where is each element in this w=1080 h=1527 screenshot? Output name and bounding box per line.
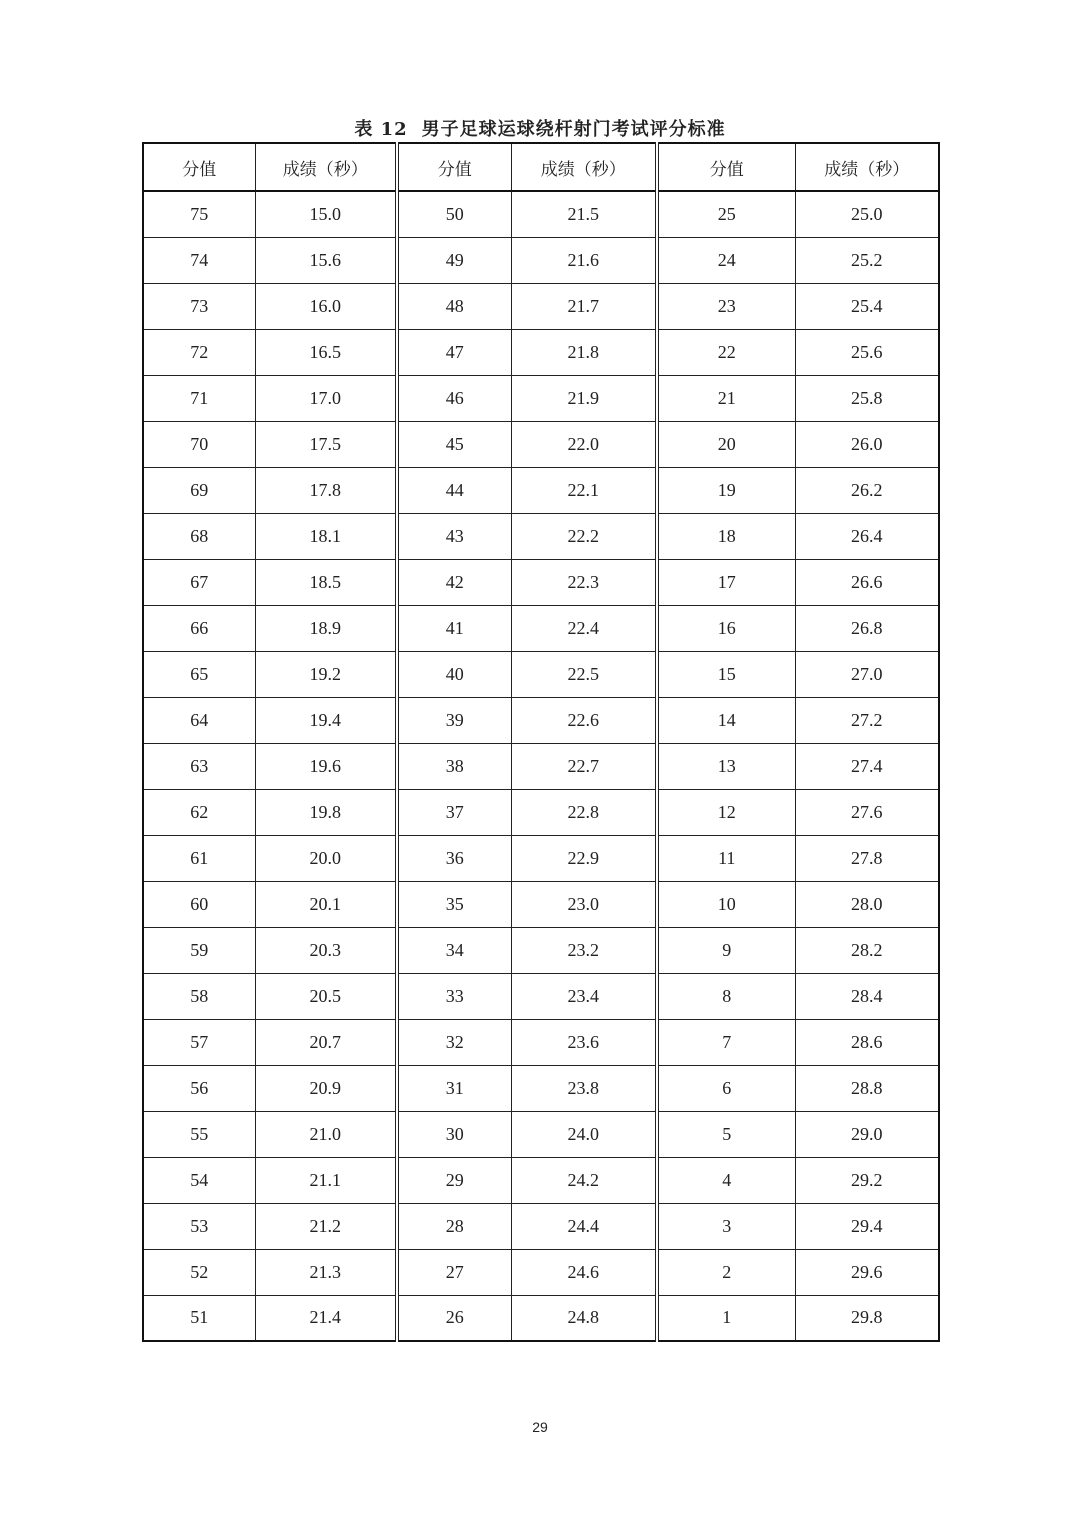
score-cell: 19 (657, 467, 795, 513)
table-number: 表 12 (354, 119, 408, 140)
time-cell: 26.6 (795, 559, 939, 605)
time-cell: 22.6 (511, 697, 657, 743)
time-cell: 21.7 (511, 283, 657, 329)
score-cell: 50 (397, 191, 511, 237)
table-row (143, 789, 939, 835)
score-cell: 74 (143, 237, 255, 283)
score-cell: 13 (657, 743, 795, 789)
time-cell: 19.8 (255, 789, 397, 835)
time-cell: 20.1 (255, 881, 397, 927)
table-row (143, 191, 939, 237)
score-cell: 52 (143, 1249, 255, 1295)
score-cell: 54 (143, 1157, 255, 1203)
time-cell: 20.0 (255, 835, 397, 881)
table-row (143, 421, 939, 467)
score-cell: 17 (657, 559, 795, 605)
time-cell: 29.2 (795, 1157, 939, 1203)
time-cell: 27.6 (795, 789, 939, 835)
time-cell: 24.6 (511, 1249, 657, 1295)
time-cell: 29.6 (795, 1249, 939, 1295)
time-cell: 22.8 (511, 789, 657, 835)
time-cell: 21.3 (255, 1249, 397, 1295)
table-row (143, 513, 939, 559)
time-cell: 22.5 (511, 651, 657, 697)
time-cell: 29.8 (795, 1295, 939, 1341)
time-cell: 21.0 (255, 1111, 397, 1157)
table-row (143, 1249, 939, 1295)
header-score-2: 分值 (397, 143, 511, 191)
time-cell: 28.8 (795, 1065, 939, 1111)
table-row (143, 743, 939, 789)
time-cell: 21.2 (255, 1203, 397, 1249)
time-cell: 20.7 (255, 1019, 397, 1065)
table-row (143, 283, 939, 329)
score-cell: 73 (143, 283, 255, 329)
time-cell: 22.4 (511, 605, 657, 651)
table-row (143, 1157, 939, 1203)
score-cell: 18 (657, 513, 795, 559)
table-row (143, 1019, 939, 1065)
score-cell: 33 (397, 973, 511, 1019)
table-caption (0, 115, 1080, 141)
table-row (143, 1203, 939, 1249)
time-cell: 27.4 (795, 743, 939, 789)
time-cell: 24.8 (511, 1295, 657, 1341)
score-cell: 70 (143, 421, 255, 467)
time-cell: 18.9 (255, 605, 397, 651)
time-cell: 28.2 (795, 927, 939, 973)
score-cell: 20 (657, 421, 795, 467)
score-cell: 71 (143, 375, 255, 421)
table-title: 男子足球运球绕杆射门考试评分标准 (421, 119, 726, 140)
time-cell: 24.0 (511, 1111, 657, 1157)
header-score-3: 分值 (657, 143, 795, 191)
scoring-table (142, 142, 940, 1342)
score-cell: 57 (143, 1019, 255, 1065)
score-cell: 26 (397, 1295, 511, 1341)
score-cell: 4 (657, 1157, 795, 1203)
time-cell: 21.1 (255, 1157, 397, 1203)
score-cell: 44 (397, 467, 511, 513)
score-cell: 55 (143, 1111, 255, 1157)
score-cell: 28 (397, 1203, 511, 1249)
score-cell: 35 (397, 881, 511, 927)
header-time-1: 成绩（秒） (255, 143, 397, 191)
time-cell: 24.4 (511, 1203, 657, 1249)
score-cell: 37 (397, 789, 511, 835)
time-cell: 21.8 (511, 329, 657, 375)
score-cell: 62 (143, 789, 255, 835)
score-cell: 48 (397, 283, 511, 329)
table-row (143, 559, 939, 605)
time-cell: 21.9 (511, 375, 657, 421)
score-cell: 47 (397, 329, 511, 375)
time-cell: 19.6 (255, 743, 397, 789)
score-cell: 24 (657, 237, 795, 283)
time-cell: 20.9 (255, 1065, 397, 1111)
table-row (143, 329, 939, 375)
time-cell: 26.8 (795, 605, 939, 651)
score-cell: 2 (657, 1249, 795, 1295)
score-cell: 16 (657, 605, 795, 651)
score-cell: 15 (657, 651, 795, 697)
time-cell: 21.5 (511, 191, 657, 237)
score-cell: 6 (657, 1065, 795, 1111)
table-row (143, 1295, 939, 1341)
time-cell: 29.4 (795, 1203, 939, 1249)
score-cell: 27 (397, 1249, 511, 1295)
header-score-1: 分值 (143, 143, 255, 191)
time-cell: 23.8 (511, 1065, 657, 1111)
time-cell: 27.0 (795, 651, 939, 697)
score-cell: 45 (397, 421, 511, 467)
header-row (143, 143, 939, 191)
time-cell: 20.5 (255, 973, 397, 1019)
header-time-3: 成绩（秒） (795, 143, 939, 191)
score-cell: 1 (657, 1295, 795, 1341)
score-cell: 32 (397, 1019, 511, 1065)
score-cell: 58 (143, 973, 255, 1019)
time-cell: 25.6 (795, 329, 939, 375)
score-cell: 21 (657, 375, 795, 421)
time-cell: 22.3 (511, 559, 657, 605)
score-cell: 38 (397, 743, 511, 789)
score-cell: 61 (143, 835, 255, 881)
time-cell: 23.6 (511, 1019, 657, 1065)
table-row (143, 651, 939, 697)
score-cell: 42 (397, 559, 511, 605)
time-cell: 27.2 (795, 697, 939, 743)
score-cell: 56 (143, 1065, 255, 1111)
time-cell: 21.4 (255, 1295, 397, 1341)
score-cell: 43 (397, 513, 511, 559)
score-cell: 68 (143, 513, 255, 559)
time-cell: 18.5 (255, 559, 397, 605)
score-cell: 63 (143, 743, 255, 789)
time-cell: 22.0 (511, 421, 657, 467)
table-row (143, 605, 939, 651)
score-cell: 66 (143, 605, 255, 651)
table-row (143, 835, 939, 881)
time-cell: 15.0 (255, 191, 397, 237)
page-number: 29 (532, 1419, 548, 1435)
score-cell: 69 (143, 467, 255, 513)
score-cell: 29 (397, 1157, 511, 1203)
time-cell: 17.0 (255, 375, 397, 421)
time-cell: 21.6 (511, 237, 657, 283)
time-cell: 23.4 (511, 973, 657, 1019)
time-cell: 26.4 (795, 513, 939, 559)
score-cell: 9 (657, 927, 795, 973)
time-cell: 22.2 (511, 513, 657, 559)
time-cell: 18.1 (255, 513, 397, 559)
score-cell: 51 (143, 1295, 255, 1341)
score-cell: 46 (397, 375, 511, 421)
score-cell: 8 (657, 973, 795, 1019)
time-cell: 22.1 (511, 467, 657, 513)
score-cell: 22 (657, 329, 795, 375)
time-cell: 28.0 (795, 881, 939, 927)
time-cell: 28.4 (795, 973, 939, 1019)
time-cell: 23.0 (511, 881, 657, 927)
time-cell: 20.3 (255, 927, 397, 973)
time-cell: 28.6 (795, 1019, 939, 1065)
table-row (143, 467, 939, 513)
score-cell: 64 (143, 697, 255, 743)
score-cell: 65 (143, 651, 255, 697)
time-cell: 25.2 (795, 237, 939, 283)
table-body (143, 191, 939, 1341)
time-cell: 26.0 (795, 421, 939, 467)
table-row (143, 973, 939, 1019)
score-cell: 5 (657, 1111, 795, 1157)
time-cell: 25.4 (795, 283, 939, 329)
time-cell: 19.4 (255, 697, 397, 743)
score-cell: 53 (143, 1203, 255, 1249)
score-cell: 11 (657, 835, 795, 881)
score-cell: 10 (657, 881, 795, 927)
score-cell: 49 (397, 237, 511, 283)
score-cell: 72 (143, 329, 255, 375)
time-cell: 23.2 (511, 927, 657, 973)
time-cell: 19.2 (255, 651, 397, 697)
table-row (143, 927, 939, 973)
score-cell: 25 (657, 191, 795, 237)
score-cell: 40 (397, 651, 511, 697)
time-cell: 26.2 (795, 467, 939, 513)
table-row (143, 1111, 939, 1157)
score-cell: 39 (397, 697, 511, 743)
score-cell: 14 (657, 697, 795, 743)
score-cell: 59 (143, 927, 255, 973)
score-cell: 36 (397, 835, 511, 881)
time-cell: 27.8 (795, 835, 939, 881)
time-cell: 17.8 (255, 467, 397, 513)
score-cell: 12 (657, 789, 795, 835)
table-row (143, 1065, 939, 1111)
score-cell: 67 (143, 559, 255, 605)
header-time-2: 成绩（秒） (511, 143, 657, 191)
time-cell: 25.8 (795, 375, 939, 421)
score-cell: 3 (657, 1203, 795, 1249)
time-cell: 16.5 (255, 329, 397, 375)
table-row (143, 697, 939, 743)
time-cell: 17.5 (255, 421, 397, 467)
time-cell: 22.9 (511, 835, 657, 881)
score-cell: 60 (143, 881, 255, 927)
score-cell: 41 (397, 605, 511, 651)
time-cell: 24.2 (511, 1157, 657, 1203)
table-row (143, 375, 939, 421)
score-cell: 30 (397, 1111, 511, 1157)
score-cell: 34 (397, 927, 511, 973)
table-row (143, 237, 939, 283)
time-cell: 29.0 (795, 1111, 939, 1157)
time-cell: 16.0 (255, 283, 397, 329)
table-row (143, 881, 939, 927)
time-cell: 25.0 (795, 191, 939, 237)
score-cell: 23 (657, 283, 795, 329)
score-cell: 75 (143, 191, 255, 237)
score-cell: 31 (397, 1065, 511, 1111)
score-cell: 7 (657, 1019, 795, 1065)
time-cell: 22.7 (511, 743, 657, 789)
time-cell: 15.6 (255, 237, 397, 283)
